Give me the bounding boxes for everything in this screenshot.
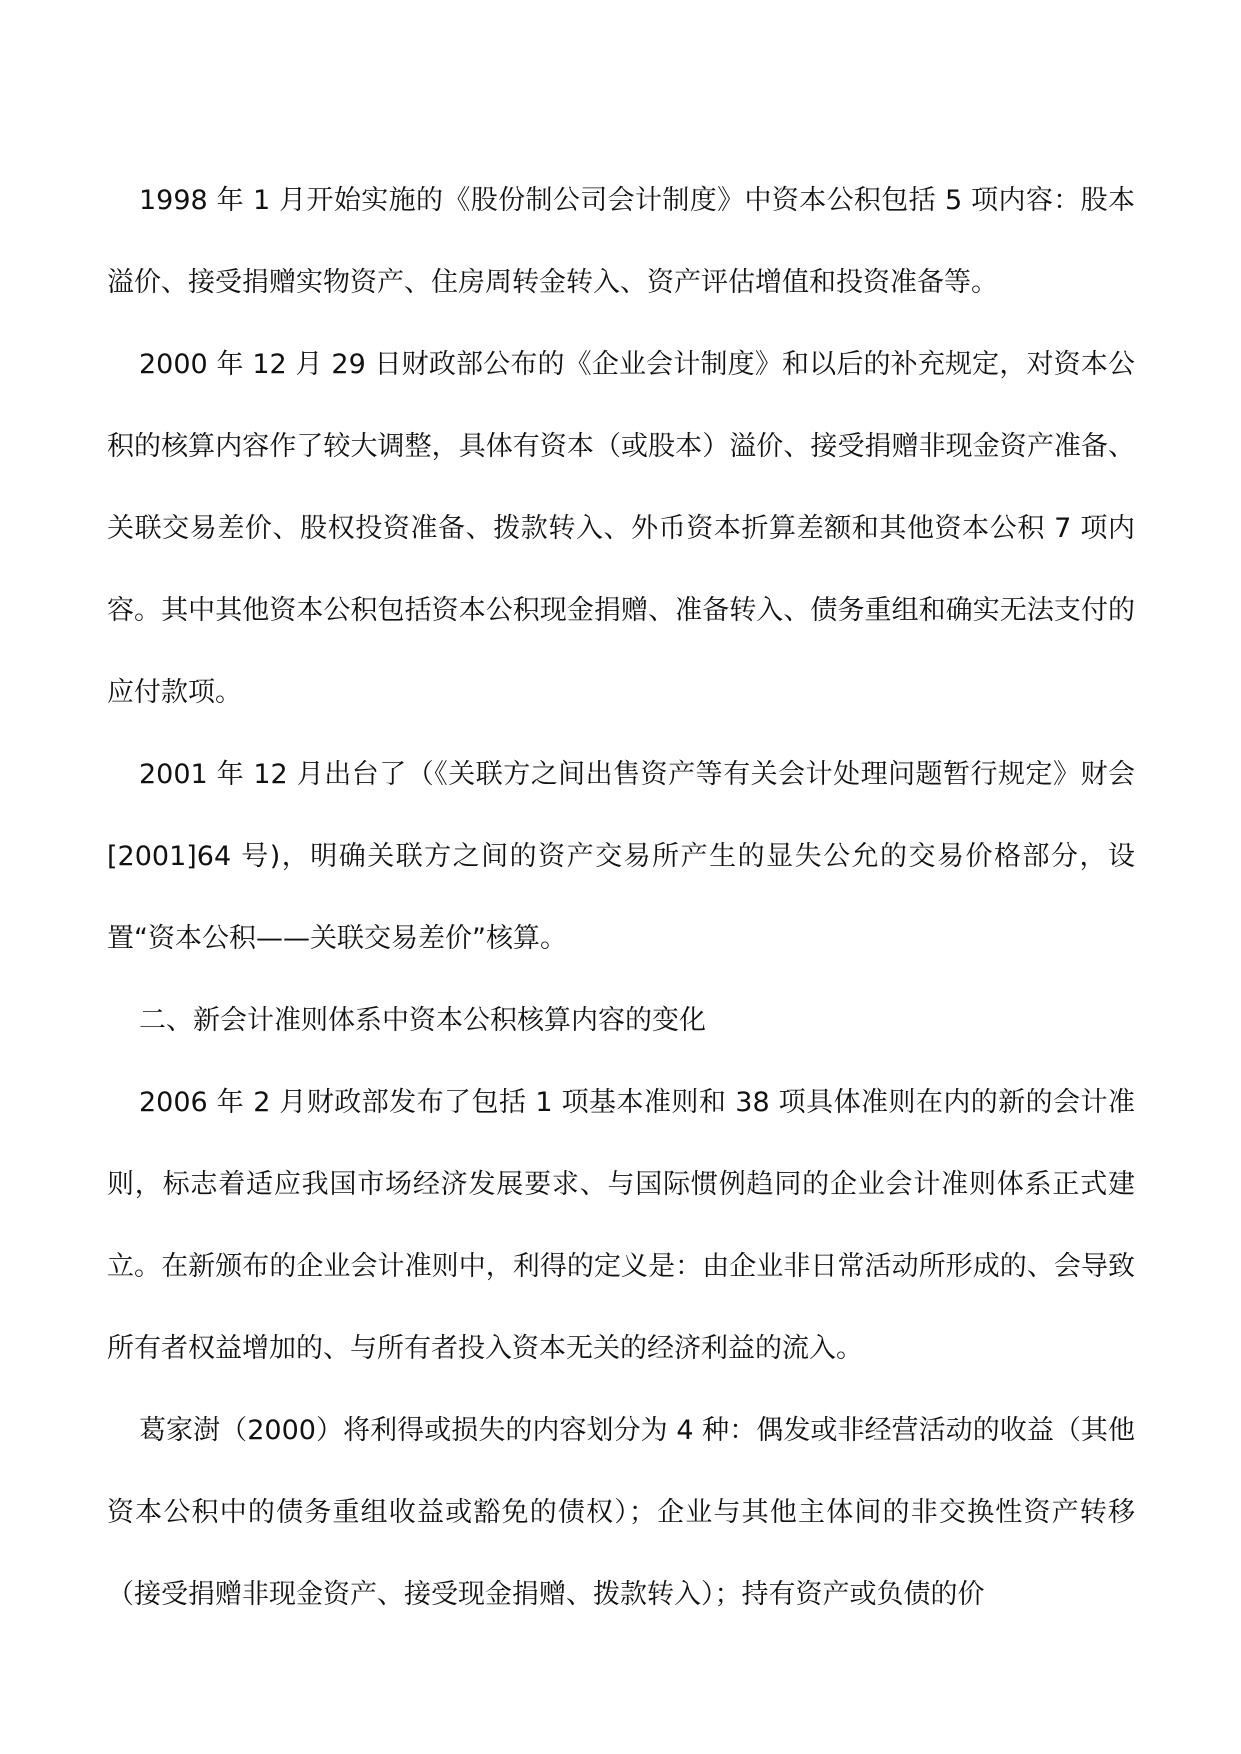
paragraph-4: 2006 年 2 月财政部发布了包括 1 项基本准则和 38 项具体准则在内的新的会计准则，标志着适应我国市场经济发展要求、与国际惯例趋同的企业会计准则体系正式建立。在新颁布的企业会计准则中，利得的定义是：由企业非日常活动所形成的、会导致所有者权益增加的、与所有者投入资本无关的经济利益的流入。 bbox=[107, 1087, 1135, 1364]
paragraph-1: 1998 年 1 月开始实施的《股份制公司会计制度》中资本公积包括 5 项内容：股本溢价、接受捐赠实物资产、住房周转金转入、资产评估增值和投资准备等。 bbox=[107, 185, 1135, 298]
paragraph-2: 2000 年 12 月 29 日财政部公布的《企业会计制度》和以后的补充规定，对资本公积的核算内容作了较大调整，具体有资本（或股本）溢价、接受捐赠非现金资产准备、关联交易差价、股权投资准备、拨款转入、外币资本折算差额和其他资本公积 7 项内容。其中其他资本公积包括资本公积现金捐赠、准备转入、债务重组和确实无法支付的应付款项。 bbox=[107, 349, 1135, 708]
paragraph-5: 葛家澍（2000）将利得或损失的内容划分为 4 种：偶发或非经营活动的收益（其他资本公积中的债务重组收益或豁免的债权）；企业与其他主体间的非交换性资产转移（接受捐赠非现金资产、接受现金捐赠、拨款转入）；持有资产或负债的价 bbox=[107, 1415, 1135, 1610]
document-body bbox=[107, 160, 1135, 1636]
section-heading: 二、新会计准则体系中资本公积核算内容的变化 bbox=[139, 1005, 706, 1036]
paragraph-3: 2001 年 12 月出台了（《关联方之间出售资产等有关会计处理问题暂行规定》财会[2001]64 号)，明确关联方之间的资产交易所产生的显失公允的交易价格部分，设置“资本公积——关联交易差价”核算。 bbox=[107, 759, 1135, 954]
